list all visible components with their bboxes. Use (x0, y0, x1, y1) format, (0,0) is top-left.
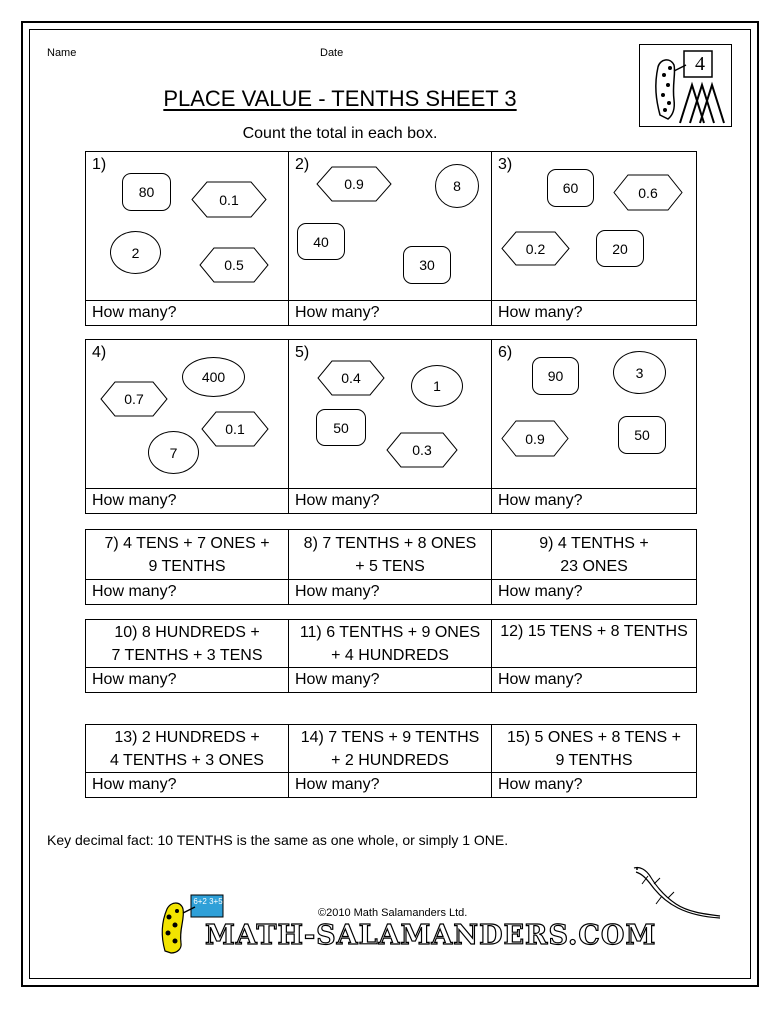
rect-shape: 50 (618, 416, 666, 454)
key-fact: Key decimal fact: 10 TENTHS is the same as one whole, or simply 1 ONE. (47, 832, 509, 848)
logo-board-text: 6+2 3+5 (193, 897, 223, 906)
question-line: 7 TENTHS + 3 TENS (111, 646, 263, 664)
answer-cell[interactable]: How many? (289, 668, 492, 693)
question-line: 10) 8 HUNDREDS + (114, 623, 260, 641)
boxes-row-2 (85, 339, 697, 514)
question-line: + 2 HUNDREDS (331, 751, 449, 769)
rect-shape: 30 (403, 246, 451, 284)
box-5 (289, 340, 492, 489)
answer-cell[interactable]: How many? (289, 773, 492, 798)
answer-cell[interactable]: How many? (492, 301, 697, 326)
hexagon-value: 0.1 (225, 421, 245, 437)
rect-shape: 50 (316, 409, 366, 446)
question-9 (492, 530, 697, 580)
answer-cell[interactable]: How many? (492, 773, 697, 798)
hexagon-shape (199, 247, 269, 283)
instructions: Count the total in each box. (242, 125, 438, 142)
lizard-icon (628, 862, 723, 922)
questions-row-3 (85, 724, 697, 798)
rect-shape: 20 (596, 230, 644, 267)
hexagon-value: 0.9 (344, 176, 364, 192)
answer-cell[interactable]: How many? (492, 489, 697, 514)
hexagon-shape (191, 181, 267, 218)
answer-cell[interactable]: How many? (289, 489, 492, 514)
question-8 (289, 530, 492, 580)
box-number: 3) (498, 156, 513, 173)
answer-cell[interactable]: How many? (492, 580, 697, 605)
questions-row-2 (85, 619, 697, 693)
answer-cell[interactable]: How many? (86, 580, 289, 605)
answer-cell[interactable]: How many? (86, 773, 289, 798)
grade-badge (639, 44, 732, 127)
answer-cell[interactable]: How many? (86, 668, 289, 693)
answer-cell[interactable]: How many? (86, 489, 289, 514)
rect-shape: 80 (122, 173, 171, 211)
question-13 (86, 725, 289, 773)
answer-cell[interactable]: How many? (289, 301, 492, 326)
question-line: 8) 7 TENTHS + 8 ONES (303, 534, 477, 552)
box-3 (492, 152, 697, 301)
question-line: 9 TENTHS (148, 557, 226, 575)
hexagon-shape (613, 174, 683, 211)
hexagon-shape (386, 432, 458, 468)
boxes-row-1 (85, 151, 697, 326)
rect-shape: 40 (297, 223, 345, 260)
hexagon-value: 0.4 (341, 370, 361, 386)
hexagon-value: 0.1 (219, 191, 239, 208)
question-11 (289, 620, 492, 668)
hexagon-shape (501, 420, 569, 457)
question-line: + 4 HUNDREDS (331, 646, 449, 664)
copyright: ©2010 Math Salamanders Ltd. (318, 907, 468, 919)
answer-cell[interactable]: How many? (289, 580, 492, 605)
answer-cell[interactable]: How many? (86, 301, 289, 326)
question-line: 23 ONES (560, 557, 628, 575)
questions-row-1 (85, 529, 697, 605)
hexagon-shape (100, 381, 168, 417)
question-10 (86, 620, 289, 668)
question-line: 14) 7 TENS + 9 TENTHS (300, 728, 480, 746)
hexagon-shape (201, 411, 269, 447)
question-12 (492, 620, 697, 668)
hexagon-value: 0.6 (638, 184, 658, 201)
question-line: 11) 6 TENTHS + 9 ONES (299, 623, 481, 641)
grade-number: 4 (695, 52, 705, 75)
box-1 (86, 152, 289, 301)
oval-shape: 8 (435, 164, 479, 208)
oval-shape: 1 (411, 365, 463, 407)
question-line: 4 TENTHS + 3 ONES (110, 751, 264, 769)
box-number: 2) (295, 156, 310, 173)
question-line: 12) 15 TENS + 8 TENTHS (500, 623, 688, 640)
hexagon-value: 0.9 (525, 430, 545, 447)
answer-cell[interactable]: How many? (492, 668, 697, 693)
box-number: 4) (92, 344, 107, 361)
hexagon-shape (317, 360, 385, 396)
question-line: 9) 4 TENTHS + (539, 534, 649, 552)
question-7 (86, 530, 289, 580)
question-15 (492, 725, 697, 773)
question-line: 7) 4 TENS + 7 ONES + (104, 534, 270, 552)
hexagon-value: 0.2 (525, 240, 546, 257)
hexagon-value: 0.5 (224, 257, 244, 273)
hexagon-value: 0.3 (412, 442, 432, 458)
rect-shape: 90 (532, 357, 579, 395)
oval-shape: 3 (613, 351, 666, 394)
question-line: 13) 2 HUNDREDS + (114, 728, 260, 746)
site-wordmark[interactable]: MATH-SALAMANDERS.COM (205, 920, 657, 951)
box-number: 1) (92, 156, 107, 173)
page-title: PLACE VALUE - TENTHS SHEET 3 (163, 86, 517, 111)
box-number: 6) (498, 344, 513, 361)
oval-shape: 2 (110, 231, 161, 274)
name-label: Name (47, 47, 77, 59)
date-label: Date (320, 47, 344, 59)
question-14 (289, 725, 492, 773)
box-2 (289, 152, 492, 301)
oval-shape: 7 (148, 431, 199, 474)
oval-shape: 400 (182, 357, 245, 397)
hexagon-shape (316, 166, 392, 202)
hexagon-value: 0.7 (124, 391, 144, 407)
hexagon-shape (501, 231, 570, 266)
question-line: 15) 5 ONES + 8 TENS + (506, 728, 681, 746)
rect-shape: 60 (547, 169, 594, 207)
box-number: 5) (295, 344, 310, 361)
box-4 (86, 340, 289, 489)
question-line: + 5 TENS (355, 557, 425, 575)
box-6 (492, 340, 697, 489)
question-line: 9 TENTHS (555, 751, 633, 769)
